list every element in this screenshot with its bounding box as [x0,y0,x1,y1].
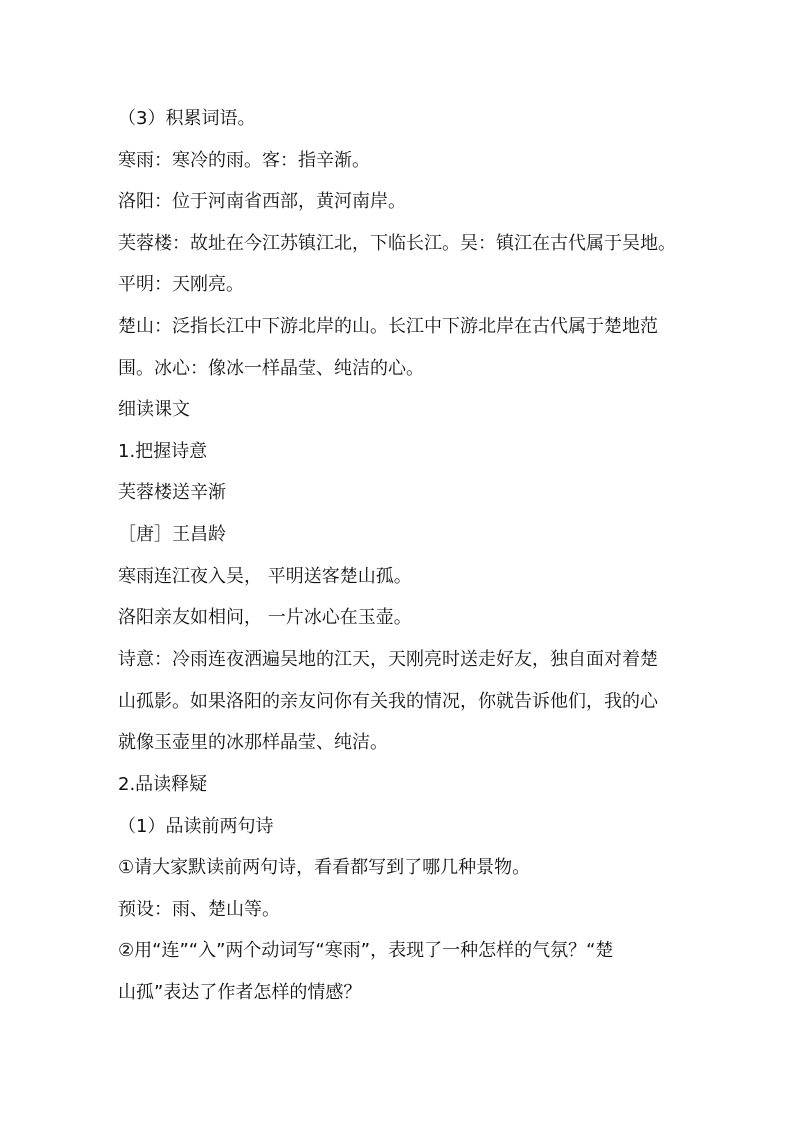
poem-line-1: 寒雨连江夜入吴， 平明送客楚山孤。 [118,566,412,587]
section-close-reading: 细读课文 [118,399,190,420]
poem-meaning-line3: 就像玉壶里的冰那样晶莹、纯洁。 [118,732,388,753]
question-2-line1: ②用“连”“入”两个动词写“寒雨”，表现了一种怎样的气氛？“楚 [118,940,614,961]
subsection-poem-meaning: 1.把握诗意 [118,441,208,462]
definition-chushan-line2: 围。冰心：像冰一样晶莹、纯洁的心。 [118,358,424,379]
poem-line-2: 洛阳亲友如相问， 一片冰心在玉壶。 [118,607,412,628]
question-2-line2: 山孤”表达了作者怎样的情感？ [118,982,362,1003]
definition-luoyang: 洛阳：位于河南省西部，黄河南岸。 [118,191,406,212]
heading-accumulate-words: （3）积累词语。 [118,108,256,129]
answer-1: 预设：雨、楚山等。 [118,899,280,920]
poem-meaning-line1: 诗意：冷雨连夜洒遍吴地的江天，天刚亮时送走好友，独自面对着楚 [118,649,658,670]
question-1: ①请大家默读前两句诗，看看都写到了哪几种景物。 [118,857,531,878]
subsection-reading-explanation: 2.品读释疑 [118,774,208,795]
definition-chushan-line1: 楚山：泛指长江中下游北岸的山。长江中下游北岸在古代属于楚地范 [118,316,658,337]
poem-author: ［唐］王昌龄 [118,524,226,545]
definition-hanyu-ke: 寒雨：寒冷的雨。客：指辛渐。 [118,150,370,171]
definition-furonglou-wu: 芙蓉楼：故址在今江苏镇江北，下临长江。吴：镇江在古代属于吴地。 [118,233,676,254]
question-group-first-two-lines: （1）品读前两句诗 [118,816,274,837]
poem-meaning-line2: 山孤影。如果洛阳的亲友问你有关我的情况，你就告诉他们，我的心 [118,691,658,712]
definition-pingming: 平明：天刚亮。 [118,274,244,295]
poem-title: 芙蓉楼送辛渐 [118,482,226,503]
